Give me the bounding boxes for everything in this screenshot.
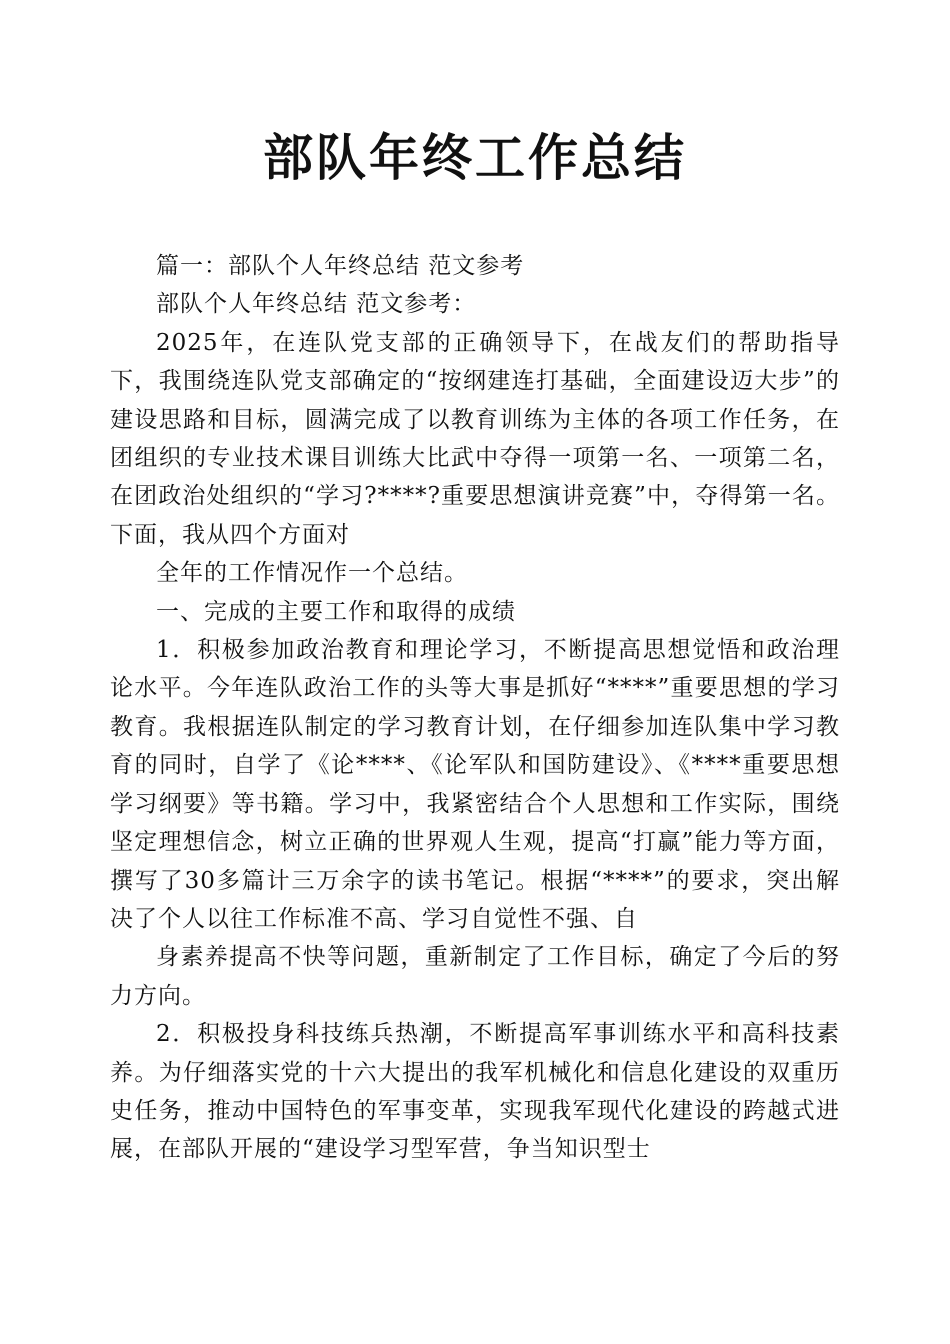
paragraph-intro-continued: 全年的工作情况作一个总结。 <box>156 560 468 587</box>
paragraph-subheading: 部队个人年终总结 范文参考： <box>156 291 477 318</box>
document-title: 部队年终工作总结 <box>263 129 687 187</box>
paragraph-heading-part-one: 篇一：部队个人年终总结 范文参考 <box>156 253 525 279</box>
paragraph-intro: 2025年，在连队党支部的正确领导下，在战友们的帮助指导下，我围绕连队党支部确定的“按纲建连打基础，全面建设迈大步”的建设思路和目标，圆满完成了以教育训练为主体的各项工作任务，在团组织的专业技术课目训练大比武中夺得一项第一名、一项第二名，在团政治处组织的“学习?****?重要思想演讲竞赛”中，夺得第一名。下面，我从四个方面对 <box>110 329 840 548</box>
paragraph-item-1: 1．积极参加政治教育和理论学习，不断提高思想觉悟和政治理论水平。今年连队政治工作的头等大事是抓好“****”重要思想的学习教育。我根据连队制定的学习教育计划，在仔细参加连队集中学习教育的同时，自学了《论****、《论军队和国防建设》、《****重要思想学习纲要》等书籍。学习中，我紧密结合个人思想和工作实际，围绕坚定理想信念，树立正确的世界观人生观，提高“打赢”能力等方面，撰写了30多篇计三万余字的读书笔记。根据“****”的要求，突出解决了个人以往工作标准不高、学习自觉性不强、自 <box>110 637 840 932</box>
paragraph-item-1-continued: 身素养提高不快等问题，重新制定了工作目标，确定了今后的努力方向。 <box>110 944 840 1009</box>
document-body <box>110 247 840 1169</box>
section-heading-achievements: 一、完成的主要工作和取得的成绩 <box>156 598 516 625</box>
paragraph-item-2: 2．积极投身科技练兵热潮，不断提高军事训练水平和高科技素养。为仔细落实党的十六大提出的我军机械化和信息化建设的双重历史任务，推动中国特色的军事变革，实现我军现代化建设的跨越式进展，在部队开展的“建设学习型军营，争当知识型士 <box>110 1021 840 1163</box>
